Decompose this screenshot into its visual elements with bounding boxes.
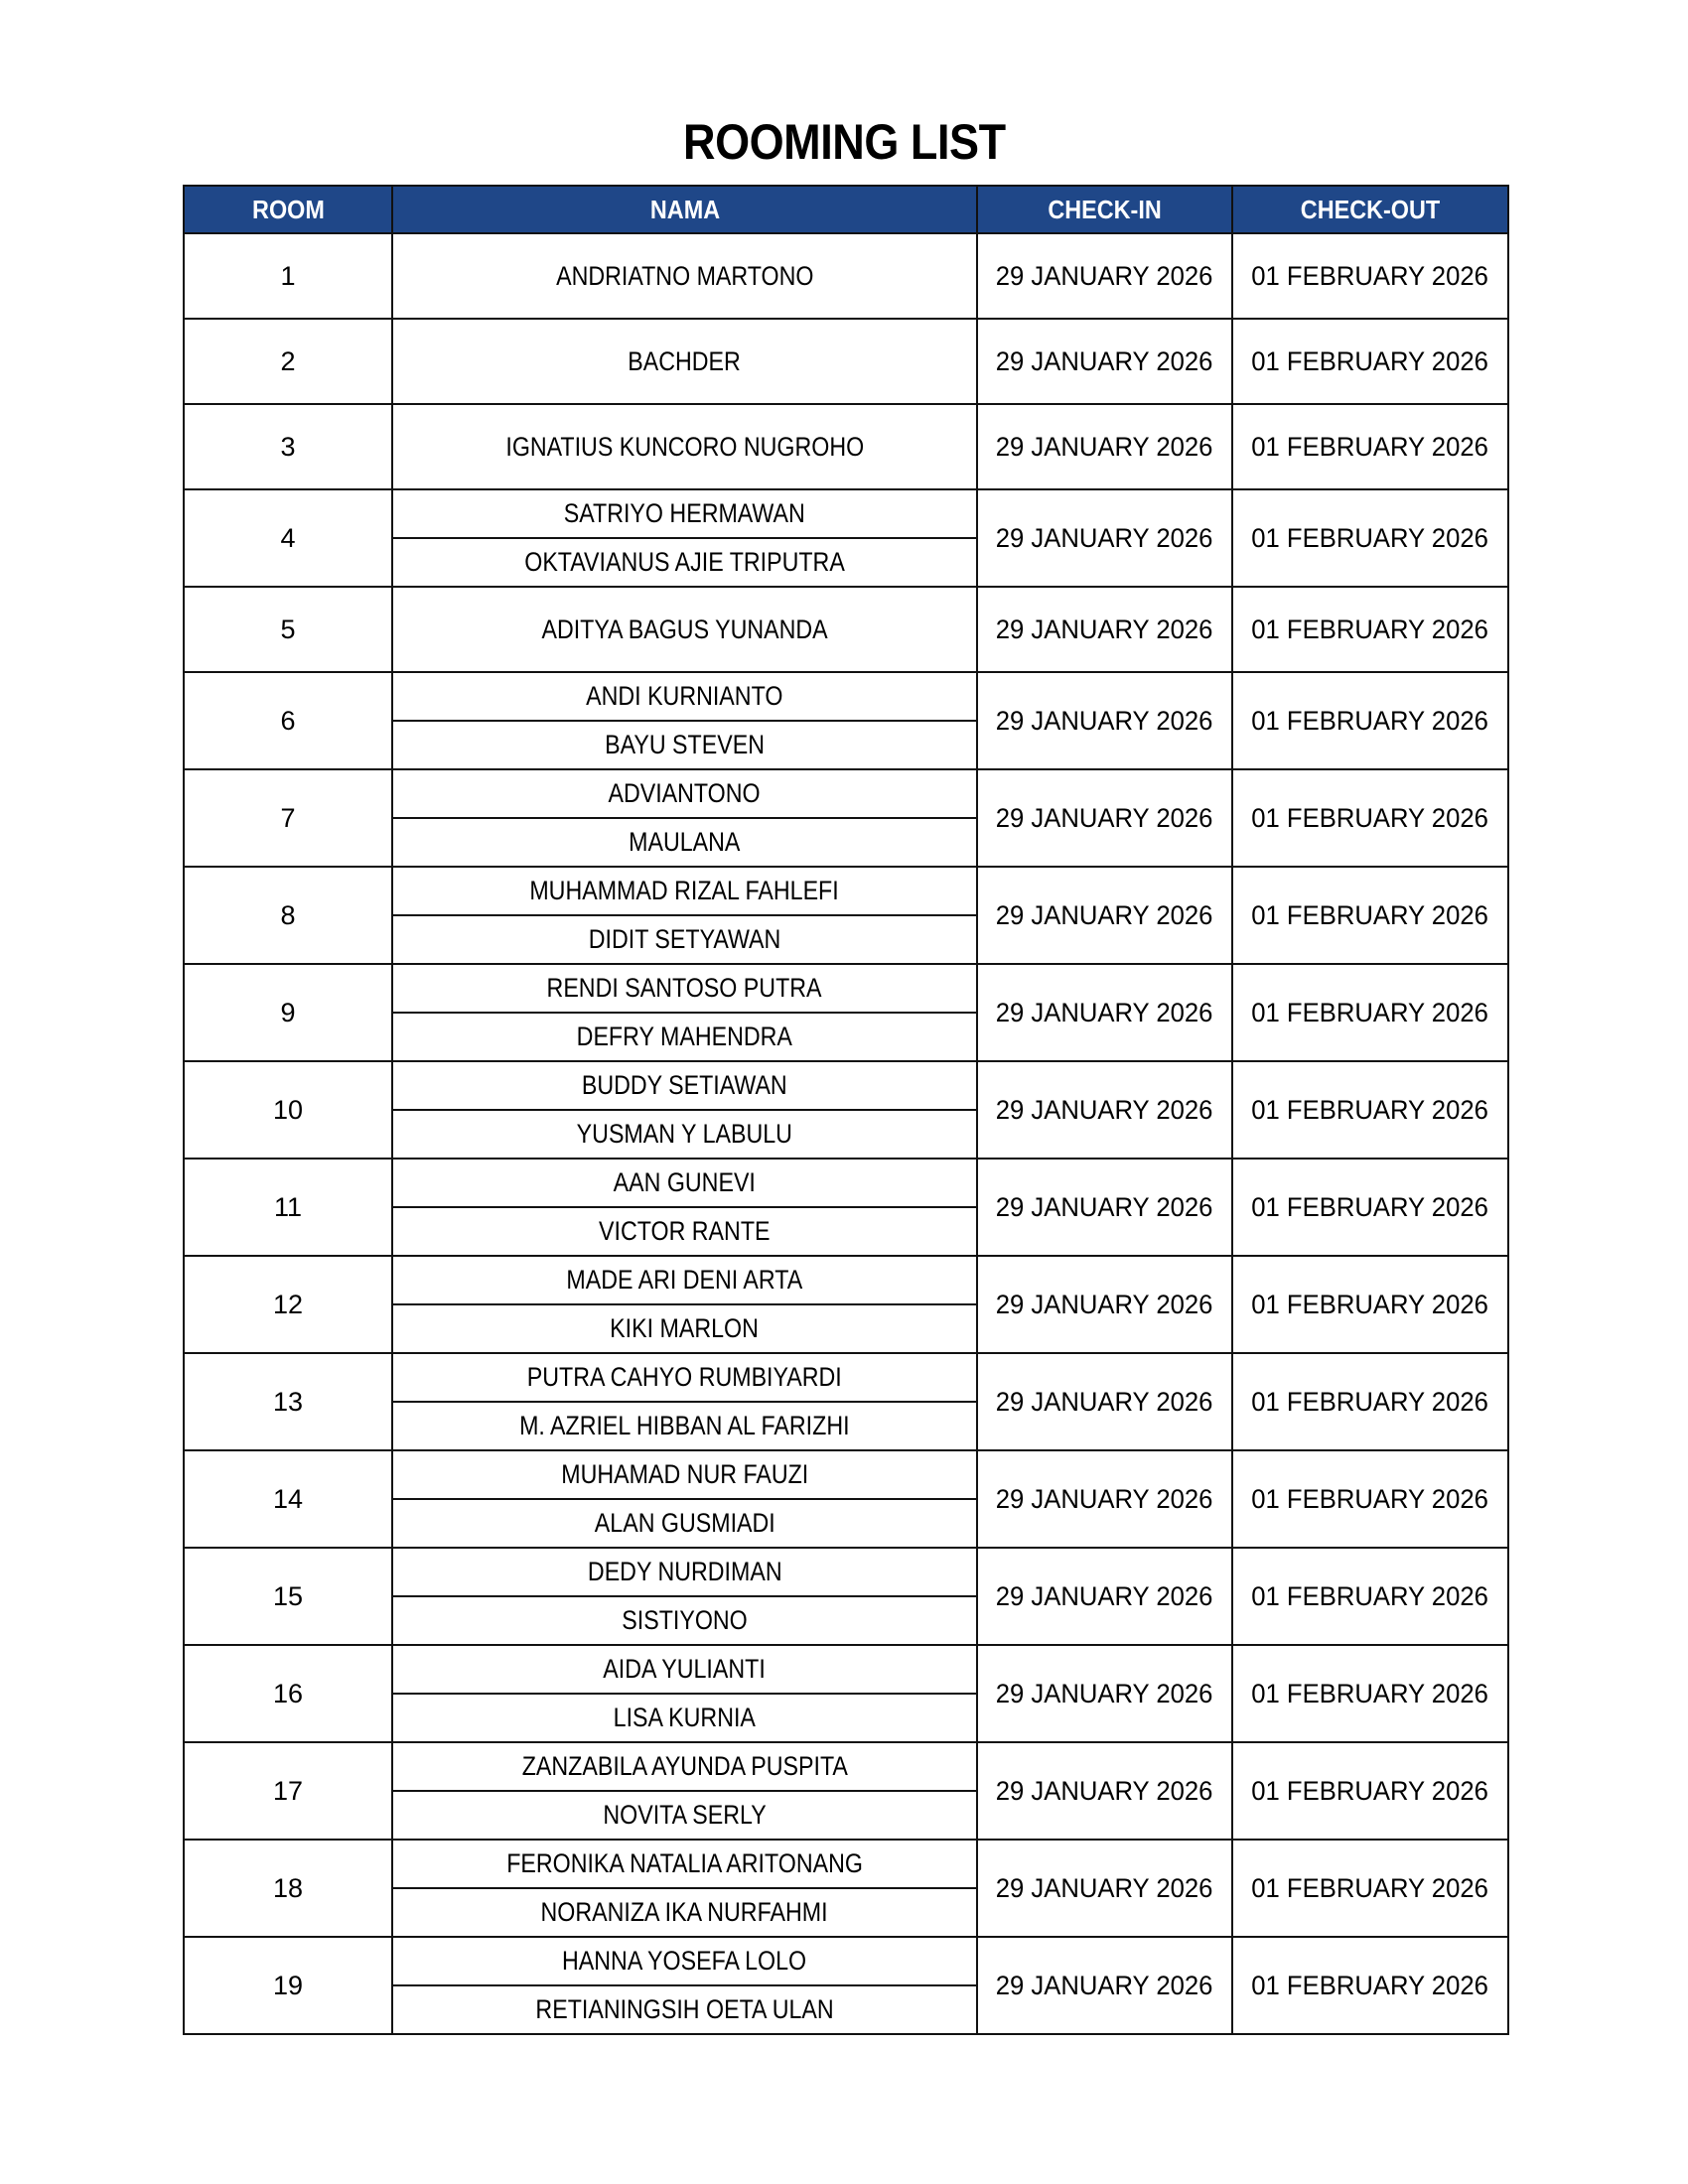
room-number-cell-text: 5 [280, 614, 296, 644]
room-number-cell-text: 17 [272, 1775, 304, 1806]
column-header-check-out-label: CHECK-OUT [1300, 194, 1441, 224]
column-header-check-in-label: CHECK-IN [1048, 194, 1162, 224]
check-in-cell-text: 29 JANUARY 2026 [996, 802, 1213, 833]
guest-name-cell [392, 1207, 977, 1256]
guest-name-cell [392, 1353, 977, 1402]
room-number-cell [184, 769, 392, 867]
check-in-cell [977, 1840, 1232, 1937]
room-number-cell [184, 489, 392, 587]
check-out-cell [1232, 1645, 1508, 1742]
table-row [184, 769, 1508, 818]
guest-name-cell-text: KIKI MARLON [610, 1313, 760, 1343]
check-out-cell [1232, 1256, 1508, 1353]
check-in-cell-text: 29 JANUARY 2026 [996, 1191, 1213, 1222]
check-out-cell [1232, 404, 1508, 489]
guest-name-cell-text: IGNATIUS KUNCORO NUGROHO [505, 431, 864, 462]
guest-name-cell [392, 1256, 977, 1304]
guest-name-cell [392, 867, 977, 915]
guest-name-cell [392, 1888, 977, 1937]
check-in-cell-text: 29 JANUARY 2026 [996, 1775, 1213, 1806]
guest-name-cell [392, 1159, 977, 1207]
room-number-cell [184, 1159, 392, 1256]
guest-name-cell-text: ADVIANTONO [608, 778, 762, 808]
guest-name-cell-text: MAULANA [629, 827, 741, 857]
guest-name-cell [392, 538, 977, 587]
room-number-cell [184, 672, 392, 769]
guest-name-cell [392, 1742, 977, 1791]
guest-name-cell-text: ZANZABILA AYUNDA PUSPITA [521, 1751, 848, 1781]
guest-name-cell-text: NORANIZA IKA NURFAHMI [540, 1897, 829, 1927]
room-number-cell [184, 1840, 392, 1937]
check-out-cell [1232, 319, 1508, 404]
check-in-cell [977, 1548, 1232, 1645]
guest-name-cell-text: RENDI SANTOSO PUTRA [547, 973, 822, 1003]
room-number-cell [184, 1353, 392, 1450]
check-out-cell-text: 01 FEBRUARY 2026 [1251, 802, 1489, 833]
guest-name-cell [392, 404, 977, 489]
check-in-cell-text: 29 JANUARY 2026 [996, 899, 1213, 930]
guest-name-cell [392, 769, 977, 818]
check-out-cell [1232, 1159, 1508, 1256]
room-number-cell-text: 6 [280, 705, 296, 736]
room-number-cell [184, 404, 392, 489]
guest-name-cell-text: FERONIKA NATALIA ARITONANG [506, 1848, 863, 1878]
check-out-cell-text: 01 FEBRUARY 2026 [1251, 260, 1489, 291]
check-out-cell [1232, 1840, 1508, 1937]
check-out-cell-text: 01 FEBRUARY 2026 [1251, 1678, 1489, 1708]
column-header-room-label: ROOM [251, 194, 325, 224]
check-in-cell-text: 29 JANUARY 2026 [996, 345, 1213, 376]
guest-name-cell [392, 1694, 977, 1742]
check-in-cell [977, 1353, 1232, 1450]
check-out-cell-text: 01 FEBRUARY 2026 [1251, 1191, 1489, 1222]
check-out-cell [1232, 769, 1508, 867]
guest-name-cell [392, 1791, 977, 1840]
header-row [184, 186, 1508, 233]
room-number-cell-text: 8 [280, 899, 296, 930]
check-out-cell-text: 01 FEBRUARY 2026 [1251, 1094, 1489, 1125]
room-number-cell [184, 1937, 392, 2034]
room-number-cell-text: 2 [280, 345, 296, 376]
guest-name-cell-text: OKTAVIANUS AJIE TRIPUTRA [524, 547, 845, 577]
check-in-cell-text: 29 JANUARY 2026 [996, 1678, 1213, 1708]
check-out-cell-text: 01 FEBRUARY 2026 [1251, 705, 1489, 736]
guest-name-cell-text: HANNA YOSEFA LOLO [562, 1946, 807, 1976]
check-in-cell [977, 1937, 1232, 2034]
check-in-cell [977, 964, 1232, 1061]
column-header-check-out [1232, 186, 1508, 233]
check-out-cell-text: 01 FEBRUARY 2026 [1251, 899, 1489, 930]
guest-name-cell-text: DIDIT SETYAWAN [588, 924, 781, 954]
check-out-cell-text: 01 FEBRUARY 2026 [1251, 345, 1489, 376]
room-number-cell [184, 1645, 392, 1742]
room-number-cell [184, 1548, 392, 1645]
table-row [184, 233, 1508, 319]
room-number-cell [184, 1256, 392, 1353]
check-in-cell [977, 1645, 1232, 1742]
check-out-cell [1232, 672, 1508, 769]
room-number-cell-text: 16 [272, 1678, 304, 1708]
room-number-cell-text: 3 [280, 431, 296, 462]
guest-name-cell-text: BAYU STEVEN [605, 730, 765, 759]
check-in-cell-text: 29 JANUARY 2026 [996, 614, 1213, 644]
guest-name-cell-text: AIDA YULIANTI [603, 1654, 767, 1684]
table-row [184, 867, 1508, 915]
guest-name-cell [392, 721, 977, 769]
check-out-cell [1232, 587, 1508, 672]
page-title-text: ROOMING LIST [682, 114, 1006, 170]
room-number-cell-text: 14 [272, 1483, 304, 1514]
guest-name-cell-text: ADITYA BAGUS YUNANDA [541, 614, 828, 644]
check-in-cell-text: 29 JANUARY 2026 [996, 997, 1213, 1027]
guest-name-cell-text: BACHDER [628, 345, 742, 376]
guest-name-cell [392, 1110, 977, 1159]
guest-name-cell [392, 818, 977, 867]
guest-name-cell-text: MUHAMMAD RIZAL FAHLEFI [529, 876, 840, 905]
check-in-cell-text: 29 JANUARY 2026 [996, 1094, 1213, 1125]
room-number-cell-text: 15 [272, 1580, 304, 1611]
guest-name-cell-text: ANDI KURNIANTO [586, 681, 783, 711]
room-number-cell [184, 867, 392, 964]
guest-name-cell-text: RETIANINGSIH OETA ULAN [535, 1994, 834, 2024]
room-number-cell-text: 12 [272, 1289, 304, 1319]
check-in-cell-text: 29 JANUARY 2026 [996, 705, 1213, 736]
room-number-cell [184, 319, 392, 404]
check-out-cell-text: 01 FEBRUARY 2026 [1251, 522, 1489, 553]
check-out-cell-text: 01 FEBRUARY 2026 [1251, 1483, 1489, 1514]
check-out-cell-text: 01 FEBRUARY 2026 [1251, 1386, 1489, 1417]
guest-name-cell-text: ALAN GUSMIADI [594, 1508, 775, 1538]
check-out-cell-text: 01 FEBRUARY 2026 [1251, 1289, 1489, 1319]
check-in-cell [977, 672, 1232, 769]
guest-name-cell [392, 1548, 977, 1596]
check-in-cell-text: 29 JANUARY 2026 [996, 1970, 1213, 2000]
room-number-cell-text: 18 [272, 1872, 304, 1903]
table-body [184, 233, 1508, 2034]
guest-name-cell-text: SATRIYO HERMAWAN [564, 498, 805, 528]
check-in-cell [977, 319, 1232, 404]
guest-name-cell [392, 1985, 977, 2034]
room-number-cell-text: 4 [280, 522, 296, 553]
check-in-cell [977, 489, 1232, 587]
guest-name-cell [392, 1596, 977, 1645]
check-out-cell [1232, 1937, 1508, 2034]
guest-name-cell [392, 1061, 977, 1110]
guest-name-cell-text: AAN GUNEVI [613, 1167, 757, 1197]
check-in-cell [977, 1061, 1232, 1159]
guest-name-cell [392, 319, 977, 404]
check-in-cell-text: 29 JANUARY 2026 [996, 1483, 1213, 1514]
check-in-cell-text: 29 JANUARY 2026 [996, 1580, 1213, 1611]
check-out-cell [1232, 1548, 1508, 1645]
room-number-cell [184, 1450, 392, 1548]
table-row [184, 1256, 1508, 1304]
check-in-cell [977, 1256, 1232, 1353]
room-number-cell-text: 13 [272, 1386, 304, 1417]
table-row [184, 1937, 1508, 1985]
check-out-cell-text: 01 FEBRUARY 2026 [1251, 1970, 1489, 2000]
check-out-cell [1232, 233, 1508, 319]
table-row [184, 1548, 1508, 1596]
guest-name-cell-text: LISA KURNIA [613, 1703, 757, 1732]
guest-name-cell [392, 1645, 977, 1694]
guest-name-cell-text: NOVITA SERLY [603, 1800, 767, 1830]
guest-name-cell [392, 1304, 977, 1353]
check-out-cell-text: 01 FEBRUARY 2026 [1251, 1580, 1489, 1611]
guest-name-cell [392, 1450, 977, 1499]
guest-name-cell [392, 1499, 977, 1548]
room-number-cell-text: 9 [280, 997, 296, 1027]
column-header-room [184, 186, 392, 233]
check-out-cell-text: 01 FEBRUARY 2026 [1251, 997, 1489, 1027]
guest-name-cell [392, 1402, 977, 1450]
check-in-cell-text: 29 JANUARY 2026 [996, 1386, 1213, 1417]
guest-name-cell [392, 915, 977, 964]
guest-name-cell-text: BUDDY SETIAWAN [582, 1070, 787, 1100]
check-in-cell [977, 587, 1232, 672]
check-in-cell [977, 1742, 1232, 1840]
room-number-cell-text: 7 [280, 802, 296, 833]
guest-name-cell [392, 1937, 977, 1985]
guest-name-cell [392, 1013, 977, 1061]
table-row [184, 1645, 1508, 1694]
guest-name-cell [392, 672, 977, 721]
check-in-cell [977, 769, 1232, 867]
table-row [184, 319, 1508, 404]
table-row [184, 1840, 1508, 1888]
check-out-cell [1232, 867, 1508, 964]
check-out-cell-text: 01 FEBRUARY 2026 [1251, 614, 1489, 644]
check-out-cell [1232, 1061, 1508, 1159]
table-header [184, 186, 1508, 233]
rooming-list-table [183, 185, 1509, 2035]
room-number-cell-text: 10 [272, 1094, 304, 1125]
room-number-cell [184, 1742, 392, 1840]
table-row [184, 404, 1508, 489]
check-out-cell-text: 01 FEBRUARY 2026 [1251, 1872, 1489, 1903]
room-number-cell-text: 1 [280, 260, 296, 291]
guest-name-cell-text: YUSMAN Y LABULU [576, 1119, 793, 1149]
guest-name-cell [392, 587, 977, 672]
table-row [184, 489, 1508, 538]
table-row [184, 1742, 1508, 1791]
room-number-cell-text: 19 [272, 1970, 304, 2000]
check-in-cell [977, 233, 1232, 319]
guest-name-cell [392, 964, 977, 1013]
check-in-cell-text: 29 JANUARY 2026 [996, 431, 1213, 462]
check-out-cell [1232, 964, 1508, 1061]
check-in-cell [977, 867, 1232, 964]
guest-name-cell-text: SISTIYONO [622, 1605, 748, 1635]
column-header-nama-label: NAMA [649, 194, 720, 224]
table-row [184, 587, 1508, 672]
table-row [184, 964, 1508, 1013]
check-in-cell-text: 29 JANUARY 2026 [996, 522, 1213, 553]
guest-name-cell-text: MADE ARI DENI ARTA [566, 1265, 803, 1295]
room-number-cell [184, 1061, 392, 1159]
check-in-cell [977, 1450, 1232, 1548]
table-row [184, 1450, 1508, 1499]
guest-name-cell-text: VICTOR RANTE [599, 1216, 771, 1246]
check-in-cell-text: 29 JANUARY 2026 [996, 1872, 1213, 1903]
table-row [184, 1353, 1508, 1402]
guest-name-cell [392, 489, 977, 538]
room-number-cell [184, 587, 392, 672]
guest-name-cell [392, 1840, 977, 1888]
check-in-cell-text: 29 JANUARY 2026 [996, 1289, 1213, 1319]
column-header-nama [392, 186, 977, 233]
check-out-cell [1232, 1742, 1508, 1840]
guest-name-cell-text: M. AZRIEL HIBBAN AL FARIZHI [519, 1411, 850, 1440]
table-row [184, 672, 1508, 721]
room-number-cell [184, 233, 392, 319]
check-out-cell-text: 01 FEBRUARY 2026 [1251, 431, 1489, 462]
guest-name-cell-text: DEDY NURDIMAN [587, 1557, 782, 1586]
guest-name-cell-text: MUHAMAD NUR FAUZI [561, 1459, 808, 1489]
guest-name-cell-text: DEFRY MAHENDRA [576, 1022, 793, 1051]
table-row [184, 1159, 1508, 1207]
guest-name-cell-text: ANDRIATNO MARTONO [555, 260, 814, 291]
guest-name-cell-text: PUTRA CAHYO RUMBIYARDI [527, 1362, 842, 1392]
check-in-cell-text: 29 JANUARY 2026 [996, 260, 1213, 291]
table-row [184, 1061, 1508, 1110]
check-in-cell [977, 404, 1232, 489]
column-header-check-in [977, 186, 1232, 233]
guest-name-cell [392, 233, 977, 319]
check-out-cell-text: 01 FEBRUARY 2026 [1251, 1775, 1489, 1806]
check-out-cell [1232, 489, 1508, 587]
room-number-cell-text: 11 [273, 1191, 303, 1222]
check-out-cell [1232, 1450, 1508, 1548]
room-number-cell [184, 964, 392, 1061]
check-out-cell [1232, 1353, 1508, 1450]
page-title [0, 107, 1688, 177]
check-in-cell [977, 1159, 1232, 1256]
